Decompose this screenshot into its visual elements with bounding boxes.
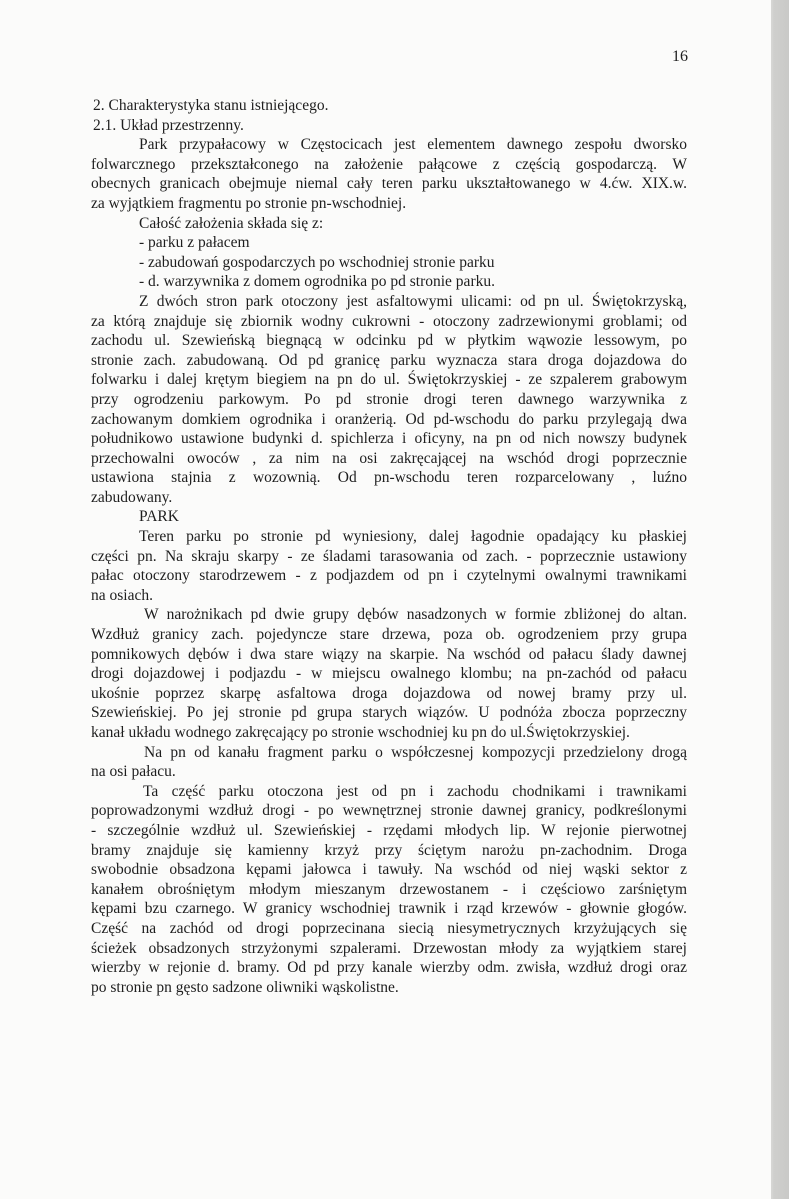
text-line: Całość założenia składa się z: [139, 214, 324, 232]
text-line: przechowalni owoców , za nim na osi zakręcającej na wschód drogi poprzecznie [91, 449, 687, 467]
text-line: bramy znajduje się kamienny krzyż przy ściętym narożu pn-zachodnim. Droga [91, 841, 687, 859]
list-item: - d. warzywnika z domem ogrodnika po pd stronie parku. [139, 273, 495, 291]
text-line: stronie zach. zabudowaną. Od pd granicę parku wyznacza stara droga dojazdowa do [91, 351, 687, 369]
text-line: swobodnie obsadzona kępami jałowca i tawuły. Na wschód od niej wąski sektor z [91, 861, 687, 879]
text-line: poprowadzonymi wzdłuż drogi - po wewnętrznej stronie dawnej granicy, podkreślonymi [91, 802, 687, 820]
text-line: Teren parku po stronie pd wyniesiony, dalej łagodnie opadający ku płaskiej [139, 528, 687, 546]
text-line: za którą znajduje się zbiornik wodny cukrowni - otoczony zadrzewionymi groblami; od [91, 312, 687, 330]
page-number: 16 [672, 48, 688, 65]
text-line: ukośnie poprzez skarpę asfaltowa droga dojazdowa od nowej bramy przy ul. [91, 684, 687, 702]
text-line: folwarku i dalej krętym biegiem na pn do ul. Świętokrzyskiej - ze szpalerem grabowym [91, 371, 687, 389]
section-heading: 2. Charakterystyka stanu istniejącego. [93, 97, 329, 114]
text-line: Ta część parku otoczona jest od pn i zachodu chodnikami i trawnikami [143, 782, 687, 800]
scan-edge [771, 0, 789, 1199]
text-line: Park przypałacowy w Częstocicach jest elementem dawnego zespołu dworsko [139, 136, 687, 154]
text-line: południkowo ustawione budynki d. spichlerza i oficyny, na pn od nich nowszy budynek [91, 430, 687, 448]
text-line: zachodu ul. Szewieńską biegnącą w odcinku pd w płytkim wąwozie lessowym, po [91, 332, 687, 350]
text-line: kępami bzu czarnego. W granicy wschodniej trawnik i rząd krzewów - głownie głogów. [91, 900, 687, 918]
text-line: ustawiona stajnia z wozownią. Od pn-wschodu teren rozparcelowany , luźno [91, 469, 687, 487]
text-line: kanałem obrośniętym młodym mieszanym drzewostanem - i częściowo zarśniętym [91, 880, 687, 898]
text-line: Wzdłuż granicy zach. pojedyncze stare drzewa, poza ob. ogrodzeniem przy grupa [91, 626, 687, 644]
text-line: na osi pałacu. [91, 763, 176, 781]
text-line: - szczególnie wzdłuż ul. Szewieńskiej - rzędami młodych lip. W rejonie pierwotnej [91, 821, 687, 839]
document-body [91, 96, 687, 997]
text-line: zabudowany. [91, 488, 173, 506]
text-line: zachowanym domkiem ogrodnika i oranżerią. Od pd-wschodu do parku przylegają dwa [91, 410, 687, 428]
list-item: - zabudowań gospodarczych po wschodniej stronie parku [139, 253, 495, 271]
text-line: pomnikowych dębów i dwa stare wiązy na skarpie. Na wschód od pałacu ślady dawnej [91, 645, 687, 663]
text-line: Szewieńskiej. Po jej stronie pd grupa starych wiązów. U podnóża zbocza poprzeczny [91, 704, 687, 722]
subsection-heading: 2.1. Układ przestrzenny. [93, 116, 244, 134]
text-line: za wyjątkiem fragmentu po stronie pn-wschodniej. [91, 194, 407, 212]
text-line: kanał układu wodnego zakręcający po stronie wschodniej ku pn do ul.Świętokrzyskiej. [91, 724, 630, 741]
text-line: drogi dojazdowej i podjazdu - w miejscu owalnego klombu; na pn-zachód od pałacu [91, 665, 687, 683]
text-line: folwarcznego przekształconego na założenie pałącowe z częścią gospodarczą. W [91, 155, 687, 173]
text-line: wierzby w rejonie d. bramy. Od pd przy kanale wierzby odm. zwisła, wzdłuż drogi oraz [91, 959, 687, 977]
text-line: W narożnikach pd dwie grupy dębów nasadzonych w formie zbliżonej do altan. [144, 606, 687, 624]
text-line: przy ogrodzeniu parkowym. Po pd stronie drogi teren dawnego warzywnika z [91, 390, 687, 408]
text-line: pałac otoczony starodrzewem - z podjazdem od pn i czytelnymi owalnymi trawnikami [91, 567, 687, 585]
text-line: części pn. Na skraju skarpy - ze śladami tarasowania od zach. - poprzecznie ustawiony [91, 547, 687, 565]
text-line: Z dwóch stron park otoczony jest asfaltowymi ulicami: od pn ul. Świętokrzyską, [139, 292, 687, 310]
text-line: Część na zachód od drogi poprzecinana siecią niesymetrycznych krzyżujących się [91, 919, 687, 937]
text-line: ścieżek obsadzonych strzyżonymi szpalerami. Drzewostan młody za wyjątkiem starej [91, 939, 687, 957]
park-heading: PARK [139, 508, 179, 526]
text-line: na osiach. [91, 586, 153, 604]
text-line: Na pn od kanału fragment parku o współczesnej kompozycji przedzielony drogą [144, 743, 687, 761]
list-item: - parku z pałacem [139, 234, 250, 252]
text-line: po stronie pn gęsto sadzone oliwniki wąskolistne. [91, 978, 399, 996]
text-line: obecnych granicach obejmuje niemal cały teren parku ukształtowanego w 4.ćw. XIX.w. [91, 175, 687, 193]
